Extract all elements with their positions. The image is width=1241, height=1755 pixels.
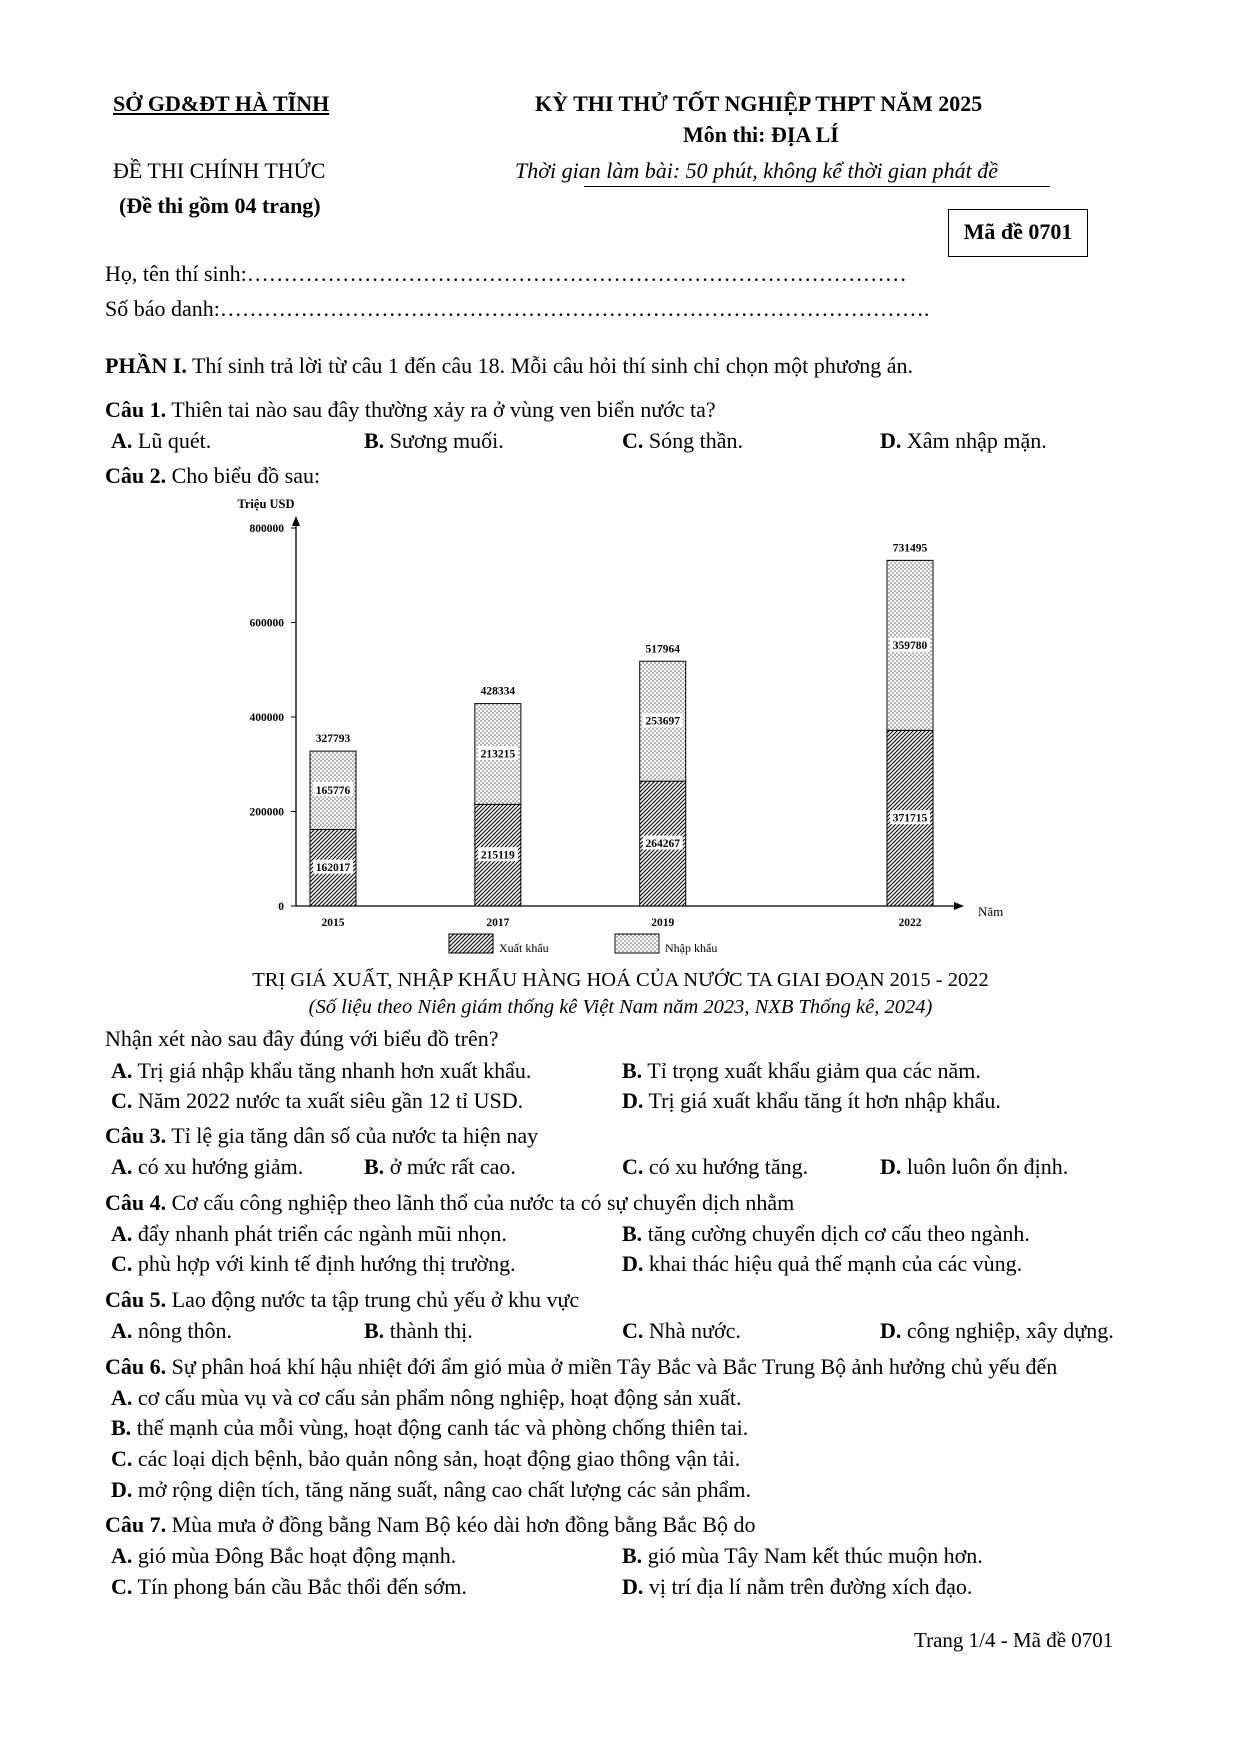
option-key: A. — [111, 1318, 133, 1343]
q5-option-c[interactable] — [622, 1318, 741, 1344]
q3-option-a[interactable] — [111, 1154, 303, 1180]
official-label: ĐỀ THI CHÍNH THỨC — [113, 158, 326, 183]
q4-option-c[interactable] — [111, 1251, 516, 1277]
part1-label: PHẦN I. — [105, 353, 187, 378]
option-key: A. — [111, 1058, 133, 1083]
option-text: thế mạnh của mỗi vùng, hoạt động canh tác và phòng chống thiên tai. — [136, 1415, 749, 1440]
question-6-number: Câu 6. — [105, 1354, 167, 1379]
x-tick-label: 2017 — [486, 917, 510, 929]
option-text: khai thác hiệu quả thế mạnh của các vùng. — [648, 1251, 1023, 1276]
question-1-number: Câu 1. — [105, 397, 167, 422]
option-key: D. — [622, 1088, 644, 1113]
question-5 — [105, 1287, 579, 1313]
option-text: luôn luôn ổn định. — [906, 1154, 1069, 1179]
option-text: có xu hướng giảm. — [137, 1154, 304, 1179]
question-4-number: Câu 4. — [105, 1190, 167, 1215]
pages-note: (Đề thi gồm 04 trang) — [119, 193, 321, 218]
option-key: B. — [622, 1543, 643, 1568]
y-axis-label: Triệu USD — [237, 497, 295, 511]
q2-option-a[interactable] — [111, 1058, 531, 1084]
option-key: C. — [111, 1446, 133, 1471]
bar-value-label: 213215 — [480, 748, 516, 761]
q4-option-d[interactable] — [622, 1251, 1022, 1277]
option-text: Sương muối. — [389, 428, 504, 453]
x-axis-arrow — [954, 902, 964, 910]
option-text: Xâm nhập mặn. — [906, 428, 1047, 453]
question-2-text: Cho biểu đồ sau: — [166, 463, 321, 488]
option-text: ở mức rất cao. — [389, 1154, 516, 1179]
option-key: C. — [111, 1088, 133, 1113]
q3-option-c[interactable] — [622, 1154, 808, 1180]
option-key: C. — [622, 428, 644, 453]
x-tick-label: 2015 — [321, 917, 345, 929]
candidate-id-line: Số báo danh:……………………………………………………………………………………. — [105, 296, 930, 321]
option-key: C. — [111, 1574, 133, 1599]
q5-option-d[interactable] — [880, 1318, 1114, 1344]
option-key: B. — [364, 1154, 385, 1179]
department-name: SỞ GD&ĐT HÀ TĨNH — [113, 91, 330, 116]
q5-option-b[interactable] — [364, 1318, 473, 1344]
option-key: A. — [111, 428, 133, 453]
q2-option-c[interactable] — [111, 1088, 523, 1114]
bar-total-label: 327793 — [315, 733, 351, 746]
exam-subject: Môn thi: ĐỊA LÍ — [683, 122, 839, 147]
question-4 — [105, 1190, 794, 1216]
option-text: Sóng thần. — [648, 428, 744, 453]
x-axis-label: Năm — [978, 904, 1004, 919]
y-axis-arrow — [292, 516, 300, 526]
legend-swatch-import — [615, 934, 659, 953]
option-key: D. — [622, 1574, 644, 1599]
y-tick-label: 0 — [278, 901, 284, 913]
option-text: đẩy nhanh phát triển các ngành mũi nhọn. — [137, 1221, 507, 1246]
option-key: D. — [880, 1154, 902, 1179]
option-text: Nhà nước. — [648, 1318, 741, 1343]
option-text: nông thôn. — [137, 1318, 233, 1343]
option-text: Tỉ trọng xuất khẩu giảm qua các năm. — [647, 1058, 981, 1083]
q5-option-a[interactable] — [111, 1318, 232, 1344]
option-key: B. — [111, 1415, 132, 1440]
option-key: B. — [364, 1318, 385, 1343]
option-text: gió mùa Tây Nam kết thúc muộn hơn. — [647, 1543, 983, 1568]
q4-option-b[interactable] — [622, 1221, 1030, 1247]
q6-option-d[interactable] — [111, 1477, 751, 1503]
option-text: Trị giá xuất khẩu tăng ít hơn nhập khẩu. — [648, 1088, 1001, 1113]
q6-option-b[interactable] — [111, 1415, 748, 1441]
candidate-name-line: Họ, tên thí sinh:……………………………………………………………………………… — [105, 261, 907, 286]
y-tick-label: 200000 — [249, 806, 284, 819]
x-tick-label: 2019 — [651, 917, 675, 929]
legend-label-import: Nhập khẩu — [665, 941, 718, 955]
q7-option-c[interactable] — [111, 1574, 467, 1600]
option-key: D. — [622, 1251, 644, 1276]
q7-option-a[interactable] — [111, 1543, 456, 1569]
legend-swatch-export — [449, 934, 493, 953]
y-tick-label: 800000 — [249, 523, 284, 535]
exam-code-box: Mã đề 0701 — [948, 209, 1088, 257]
q4-option-a[interactable] — [111, 1221, 507, 1247]
option-text: công nghiệp, xây dựng. — [906, 1318, 1114, 1343]
part1-text: Thí sinh trả lời từ câu 1 đến câu 18. Mỗi câu hỏi thí sinh chỉ chọn một phương án. — [186, 353, 914, 378]
question-6-text: Sự phân hoá khí hậu nhiệt đới ẩm gió mùa ở miền Tây Bắc và Bắc Trung Bộ ảnh hưởng chủ yếu đến — [166, 1354, 1058, 1379]
option-text: Trị giá nhập khẩu tăng nhanh hơn xuất khẩu. — [137, 1058, 532, 1083]
exam-title: KỲ THI THỬ TỐT NGHIỆP THPT NĂM 2025 — [535, 91, 983, 116]
q7-option-b[interactable] — [622, 1543, 983, 1569]
q6-option-c[interactable] — [111, 1446, 740, 1472]
question-7-text: Mùa mưa ở đồng bằng Nam Bộ kéo dài hơn đồng bằng Bắc Bộ do — [166, 1512, 756, 1537]
question-6 — [105, 1354, 1057, 1380]
bar-value-label: 371715 — [892, 812, 928, 825]
option-text: mở rộng diện tích, tăng năng suất, nâng cao chất lượng các sản phẩm. — [137, 1477, 752, 1502]
option-key: B. — [622, 1058, 643, 1083]
bar-value-label: 162017 — [315, 862, 351, 875]
q3-option-b[interactable] — [364, 1154, 516, 1180]
option-key: D. — [111, 1477, 133, 1502]
option-text: gió mùa Đông Bắc hoạt động mạnh. — [137, 1543, 457, 1568]
bar-value-label: 359780 — [892, 639, 928, 652]
question-2-number: Câu 2. — [105, 463, 167, 488]
option-key: A. — [111, 1543, 133, 1568]
question-5-number: Câu 5. — [105, 1287, 167, 1312]
option-text: thành thị. — [389, 1318, 473, 1343]
q2-option-d[interactable] — [622, 1088, 1001, 1114]
option-text: phù hợp với kinh tế định hướng thị trường. — [137, 1251, 516, 1276]
option-text: cơ cấu mùa vụ và cơ cấu sản phẩm nông nghiệp, hoạt động sản xuất. — [137, 1385, 742, 1410]
q7-option-d[interactable] — [622, 1574, 972, 1600]
option-text: tăng cường chuyển dịch cơ cấu theo ngành. — [647, 1221, 1030, 1246]
question-3-number: Câu 3. — [105, 1123, 167, 1148]
question-1-text: Thiên tai nào sau đây thường xảy ra ở vùng ven biển nước ta? — [166, 397, 716, 422]
option-text: Năm 2022 nước ta xuất siêu gần 12 tỉ USD. — [137, 1088, 524, 1113]
question-2-prompt: Nhận xét nào sau đây đúng với biểu đồ trên? — [105, 1026, 499, 1051]
question-3 — [105, 1123, 538, 1149]
bar-value-label: 264267 — [645, 838, 680, 851]
option-key: A. — [111, 1154, 133, 1179]
option-key: D. — [880, 428, 902, 453]
option-text: Tín phong bán cầu Bắc thổi đến sớm. — [137, 1574, 467, 1599]
page-footer: Trang 1/4 - Mã đề 0701 — [914, 1628, 1114, 1652]
y-tick-label: 400000 — [249, 712, 284, 724]
question-3-text: Tỉ lệ gia tăng dân số của nước ta hiện nay — [166, 1123, 539, 1148]
q3-option-d[interactable] — [880, 1154, 1068, 1180]
option-key: D. — [880, 1318, 902, 1343]
option-key: A. — [111, 1385, 133, 1410]
legend-label-export: Xuất khẩu — [499, 941, 549, 955]
bar-value-label: 215119 — [480, 849, 515, 862]
bar-value-label: 253697 — [645, 715, 680, 728]
bar-total-label: 428334 — [480, 685, 516, 698]
option-key: B. — [364, 428, 385, 453]
option-key: C. — [622, 1154, 644, 1179]
option-text: các loại dịch bệnh, bảo quản nông sản, hoạt động giao thông vận tải. — [137, 1446, 741, 1471]
question-4-text: Cơ cấu công nghiệp theo lãnh thổ của nước ta có sự chuyển dịch nhằm — [166, 1190, 795, 1215]
q2-option-b[interactable] — [622, 1058, 981, 1084]
option-text: có xu hướng tăng. — [648, 1154, 809, 1179]
chart-source: (Số liệu theo Niên giám thống kê Việt Nam năm 2023, NXB Thống kê, 2024) — [308, 996, 933, 1018]
option-text: vị trí địa lí nằm trên đường xích đạo. — [648, 1574, 973, 1599]
y-tick-label: 600000 — [249, 617, 284, 630]
option-key: C. — [622, 1318, 644, 1343]
question-7-number: Câu 7. — [105, 1512, 167, 1537]
x-tick-label: 2022 — [898, 917, 922, 929]
bar-total-label: 731495 — [892, 542, 928, 555]
option-text: Lũ quét. — [137, 428, 212, 453]
q6-option-a[interactable] — [111, 1385, 742, 1411]
option-key: B. — [622, 1221, 643, 1246]
option-key: A. — [111, 1221, 133, 1246]
bar-total-label: 517964 — [645, 643, 680, 656]
question-5-text: Lao động nước ta tập trung chủ yếu ở khu vực — [166, 1287, 580, 1312]
time-note: Thời gian làm bài: 50 phút, không kể thời gian phát đề — [515, 158, 999, 183]
question-7 — [105, 1512, 756, 1538]
option-key: C. — [111, 1251, 133, 1276]
chart-title: TRỊ GIÁ XUẤT, NHẬP KHẨU HÀNG HOÁ CỦA NƯỚC TA GIAI ĐOẠN 2015 - 2022 — [252, 969, 989, 991]
bar-value-label: 165776 — [315, 784, 351, 797]
